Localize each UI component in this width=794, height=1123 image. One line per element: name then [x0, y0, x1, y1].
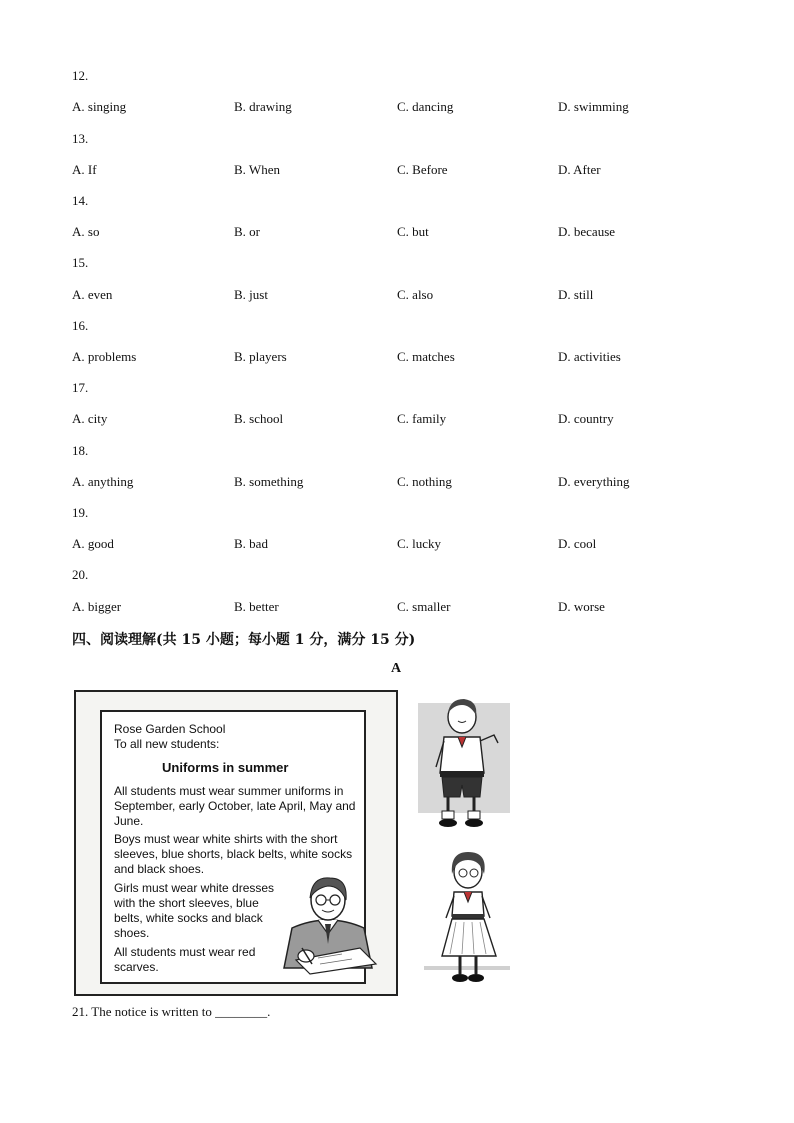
question-number: 14.	[72, 193, 89, 208]
option-c: C. also	[397, 287, 434, 302]
option-c: C. family	[397, 411, 447, 426]
option-b: B. better	[234, 599, 279, 614]
option-a: A. bigger	[72, 599, 122, 614]
option-d: D. country	[558, 411, 614, 426]
options-row	[72, 99, 712, 117]
option-c: C. matches	[397, 349, 455, 364]
option-b: B. bad	[234, 536, 268, 551]
options-row	[72, 474, 712, 492]
option-a: A. If	[72, 162, 97, 177]
option-d: D. swimming	[558, 99, 629, 114]
option-a: A. good	[72, 536, 114, 551]
option-b: B. players	[234, 349, 287, 364]
notice-paragraph-3: Girls must wear white dresses with the short sleeves, blue belts, white socks and black shoes.	[114, 881, 275, 940]
option-c: C. lucky	[397, 536, 442, 551]
option-d: D. still	[558, 287, 594, 302]
option-a: A. singing	[72, 99, 127, 114]
options-row	[72, 287, 712, 305]
question-21: 21. The notice is written to ________.	[72, 1004, 271, 1019]
option-d: D. cool	[558, 536, 597, 551]
option-b: B. drawing	[234, 99, 292, 114]
option-d: D. activities	[558, 349, 621, 364]
notice-paragraph-1: All students must wear summer uniforms in September, early October, late April, May and June.	[114, 784, 356, 828]
question-number: 15.	[72, 255, 89, 270]
option-a: A. even	[72, 287, 113, 302]
notice-recipient: To all new students:	[114, 737, 220, 751]
option-c: C. but	[397, 224, 429, 239]
question-number: 18.	[72, 443, 89, 458]
option-b: B. something	[234, 474, 304, 489]
question-number: 17.	[72, 380, 89, 395]
notice-paragraph-2: Boys must wear white shirts with the short sleeves, blue shorts, black belts, white socks and black shoes.	[114, 832, 353, 876]
option-d: D. worse	[558, 599, 605, 614]
option-d: D. everything	[558, 474, 630, 489]
options-row	[72, 411, 712, 429]
girl-uniform-illustration	[420, 848, 512, 988]
option-a: A. so	[72, 224, 100, 239]
option-a: A. city	[72, 411, 108, 426]
notice-paragraph-4: All students must wear red scarves.	[114, 945, 256, 974]
option-a: A. problems	[72, 349, 137, 364]
options-row	[72, 536, 712, 554]
option-c: C. smaller	[397, 599, 451, 614]
notice-heading: Uniforms in summer	[162, 760, 289, 775]
question-number: 12.	[72, 68, 89, 83]
question-number: 16.	[72, 318, 89, 333]
section-title: 四、阅读理解(共 15 小题；每小题 1 分，满分 15 分)	[72, 632, 416, 648]
option-b: B. or	[234, 224, 260, 239]
options-row	[72, 224, 712, 242]
options-row	[72, 349, 712, 367]
question-number: 13.	[72, 131, 89, 146]
option-b: B. school	[234, 411, 284, 426]
notice-school: Rose Garden School	[114, 722, 226, 736]
option-d: D. After	[558, 162, 601, 177]
notice-board	[74, 690, 398, 996]
option-b: B. When	[234, 162, 280, 177]
options-row	[72, 599, 712, 617]
option-a: A. anything	[72, 474, 134, 489]
question-number: 19.	[72, 505, 89, 520]
options-row	[72, 162, 712, 180]
question-number: 20.	[72, 567, 89, 582]
option-b: B. just	[234, 287, 268, 302]
option-c: C. nothing	[397, 474, 452, 489]
passage-label: A	[391, 661, 402, 676]
boy-uniform-illustration	[418, 693, 510, 829]
option-c: C. Before	[397, 162, 448, 177]
option-c: C. dancing	[397, 99, 454, 114]
option-d: D. because	[558, 224, 616, 239]
teacher-writing-illustration	[272, 868, 384, 976]
